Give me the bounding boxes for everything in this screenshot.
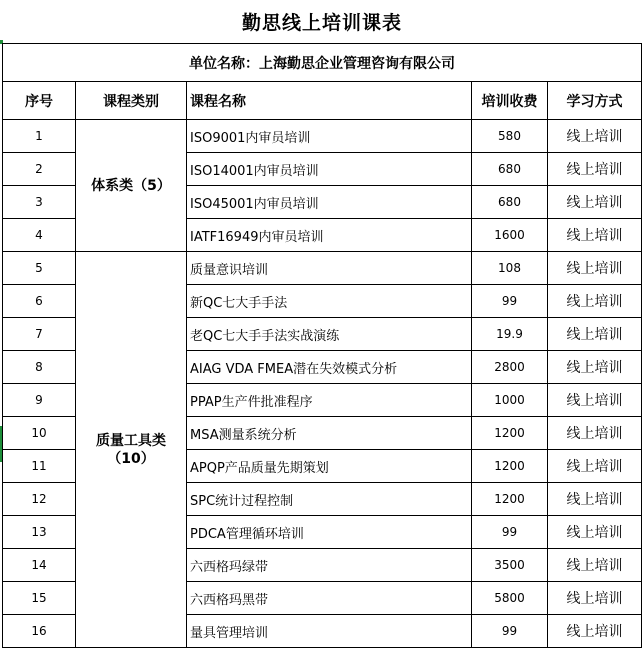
row-course-name: 六西格玛绿带 [187, 549, 472, 582]
row-mode: 线上培训 [548, 153, 642, 186]
row-course-name: 量具管理培训 [187, 615, 472, 648]
row-fee: 99 [472, 285, 548, 318]
row-course-name: ISO9001内审员培训 [187, 120, 472, 153]
row-seq: 3 [3, 186, 76, 219]
header-category: 课程类别 [76, 82, 187, 120]
row-fee: 99 [472, 615, 548, 648]
row-seq: 15 [3, 582, 76, 615]
row-mode: 线上培训 [548, 417, 642, 450]
row-seq: 12 [3, 483, 76, 516]
row-course-name: 质量意识培训 [187, 252, 472, 285]
row-mode: 线上培训 [548, 351, 642, 384]
row-fee: 1600 [472, 219, 548, 252]
row-fee: 99 [472, 516, 548, 549]
row-mode: 线上培训 [548, 615, 642, 648]
row-mode: 线上培训 [548, 483, 642, 516]
row-mode: 线上培训 [548, 252, 642, 285]
row-mode: 线上培训 [548, 516, 642, 549]
row-course-name: MSA测量系统分析 [187, 417, 472, 450]
row-mode: 线上培训 [548, 120, 642, 153]
category-label: 体系类（5） [91, 177, 171, 194]
row-seq: 2 [3, 153, 76, 186]
category-label: 质量工具类 [96, 432, 166, 449]
row-fee: 108 [472, 252, 548, 285]
row-course-name: AIAG VDA FMEA潜在失效模式分析 [187, 351, 472, 384]
row-course-name: 老QC七大手手法实战演练 [187, 318, 472, 351]
row-fee: 680 [472, 153, 548, 186]
header-seq: 序号 [3, 82, 76, 120]
header-fee: 培训收费 [472, 82, 548, 120]
category-cell [76, 252, 187, 648]
row-mode: 线上培训 [548, 219, 642, 252]
row-fee: 5800 [472, 582, 548, 615]
row-fee: 680 [472, 186, 548, 219]
page-title: 勤思线上培训课表 [241, 11, 402, 34]
row-seq: 9 [3, 384, 76, 417]
row-mode: 线上培训 [548, 450, 642, 483]
row-fee: 3500 [472, 549, 548, 582]
row-seq: 6 [3, 285, 76, 318]
row-course-name: ISO45001内审员培训 [187, 186, 472, 219]
row-fee: 1000 [472, 384, 548, 417]
row-course-name: SPC统计过程控制 [187, 483, 472, 516]
row-course-name: PPAP生产件批准程序 [187, 384, 472, 417]
row-seq: 4 [3, 219, 76, 252]
row-fee: 1200 [472, 417, 548, 450]
row-mode: 线上培训 [548, 186, 642, 219]
row-mode: 线上培训 [548, 384, 642, 417]
row-course-name: PDCA管理循环培训 [187, 516, 472, 549]
row-fee: 1200 [472, 450, 548, 483]
row-mode: 线上培训 [548, 549, 642, 582]
unit-row [3, 44, 642, 82]
row-seq: 8 [3, 351, 76, 384]
row-course-name: ISO14001内审员培训 [187, 153, 472, 186]
row-mode: 线上培训 [548, 582, 642, 615]
row-course-name: 六西格玛黑带 [187, 582, 472, 615]
row-fee: 19.9 [472, 318, 548, 351]
row-course-name: IATF16949内审员培训 [187, 219, 472, 252]
row-seq: 11 [3, 450, 76, 483]
category-label-line2: （10） [107, 450, 155, 467]
row-seq: 13 [3, 516, 76, 549]
course-table [2, 43, 642, 648]
row-mode: 线上培训 [548, 285, 642, 318]
row-fee: 1200 [472, 483, 548, 516]
row-seq: 7 [3, 318, 76, 351]
header-row [3, 82, 642, 120]
unit-name: 单位名称：上海勤思企业管理咨询有限公司 [3, 44, 642, 82]
table-row [3, 252, 642, 285]
row-fee: 580 [472, 120, 548, 153]
row-fee: 2800 [472, 351, 548, 384]
table-row [3, 120, 642, 153]
row-seq: 1 [3, 120, 76, 153]
row-seq: 14 [3, 549, 76, 582]
row-mode: 线上培训 [548, 318, 642, 351]
row-course-name: APQP产品质量先期策划 [187, 450, 472, 483]
row-seq: 5 [3, 252, 76, 285]
category-cell [76, 120, 187, 252]
header-course: 课程名称 [187, 82, 472, 120]
row-seq: 16 [3, 615, 76, 648]
row-seq: 10 [3, 417, 76, 450]
header-mode: 学习方式 [548, 82, 642, 120]
row-course-name: 新QC七大手手法 [187, 285, 472, 318]
